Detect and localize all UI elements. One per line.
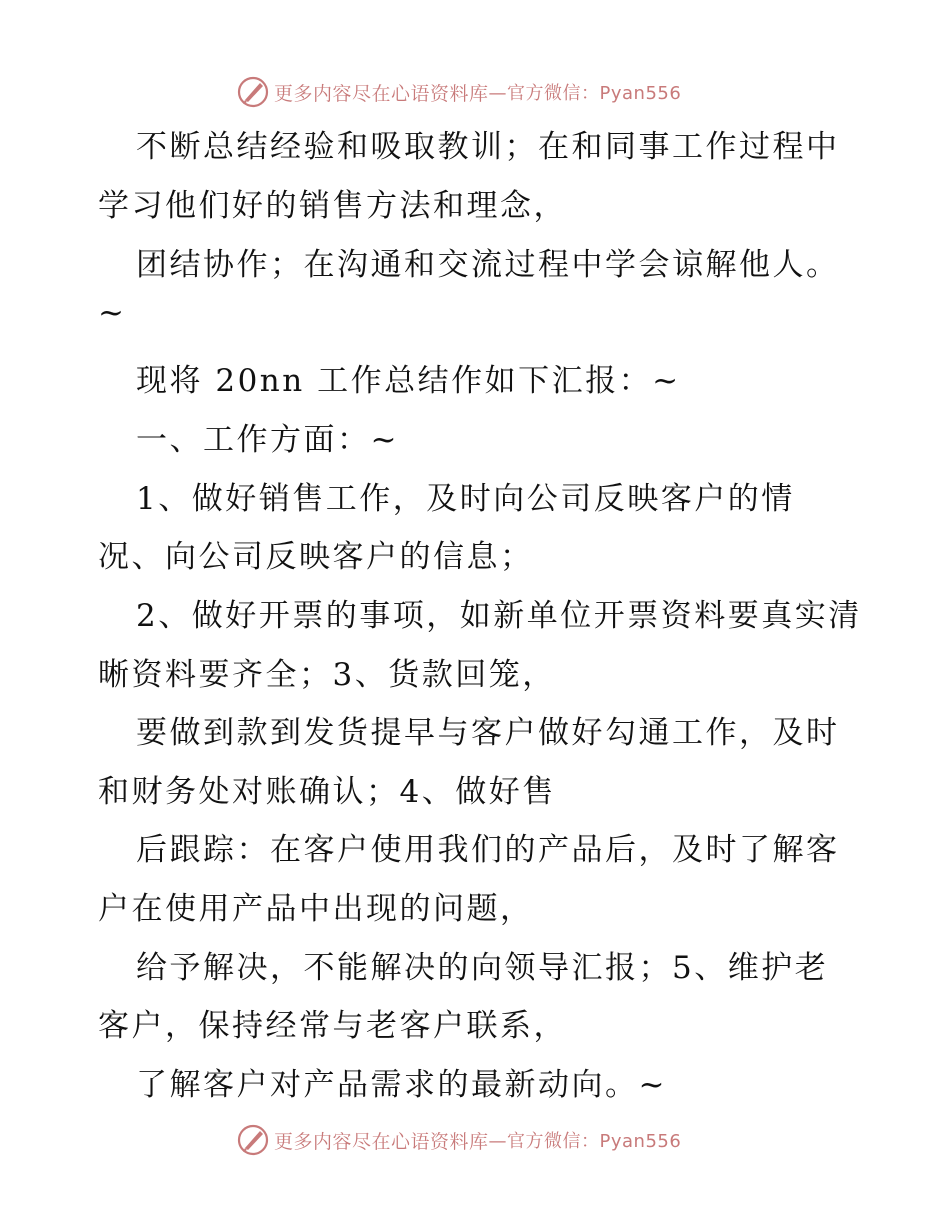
text-line: 2、做好开票的事项，如新单位开票资料要真实清 [136,598,862,634]
text-line: 不断总结经验和吸取教训；在和同事工作过程中 [136,129,840,165]
text-line: 和财务处对账确认；4、做好售 [98,774,556,810]
quill-pen-circle-icon [236,1123,270,1157]
header-watermark [236,72,681,112]
watermark-brand: 更多内容尽在心语资料库 [274,82,489,105]
text-line: 后跟踪：在客户使用我们的产品后，及时了解客 [136,832,840,868]
text-line: 团结协作；在沟通和交流过程中学会谅解他人。 [136,247,840,283]
text-line: 户在使用产品中出现的问题， [98,891,534,927]
text-line: ~ [98,295,127,331]
text-line: 晰资料要齐全；3、货款回笼， [98,657,556,693]
quill-pen-circle-icon [236,75,270,109]
text-line: 一、工作方面：~ [136,422,399,458]
text-line: 1、做好销售工作，及时向公司反映客户的情 [136,481,795,517]
text-line: 现将 20nn 工作总结作如下汇报：~ [136,363,681,399]
text-line: 了解客户对产品需求的最新动向。~ [136,1067,667,1103]
text-line: 客户，保持经常与老客户联系， [98,1008,567,1044]
text-line: 况、向公司反映客户的信息； [98,539,534,575]
watermark-contact: —官方微信：Pyan556 [488,83,682,104]
watermark-contact: —官方微信：Pyan556 [488,1131,682,1152]
watermark-brand: 更多内容尽在心语资料库 [274,1130,489,1153]
footer-watermark [236,1120,681,1160]
text-line: 学习他们好的销售方法和理念， [98,188,567,224]
text-line: 要做到款到发货提早与客户做好勾通工作，及时 [136,715,840,751]
text-line: 给予解决，不能解决的向领导汇报；5、维护老 [136,950,829,986]
